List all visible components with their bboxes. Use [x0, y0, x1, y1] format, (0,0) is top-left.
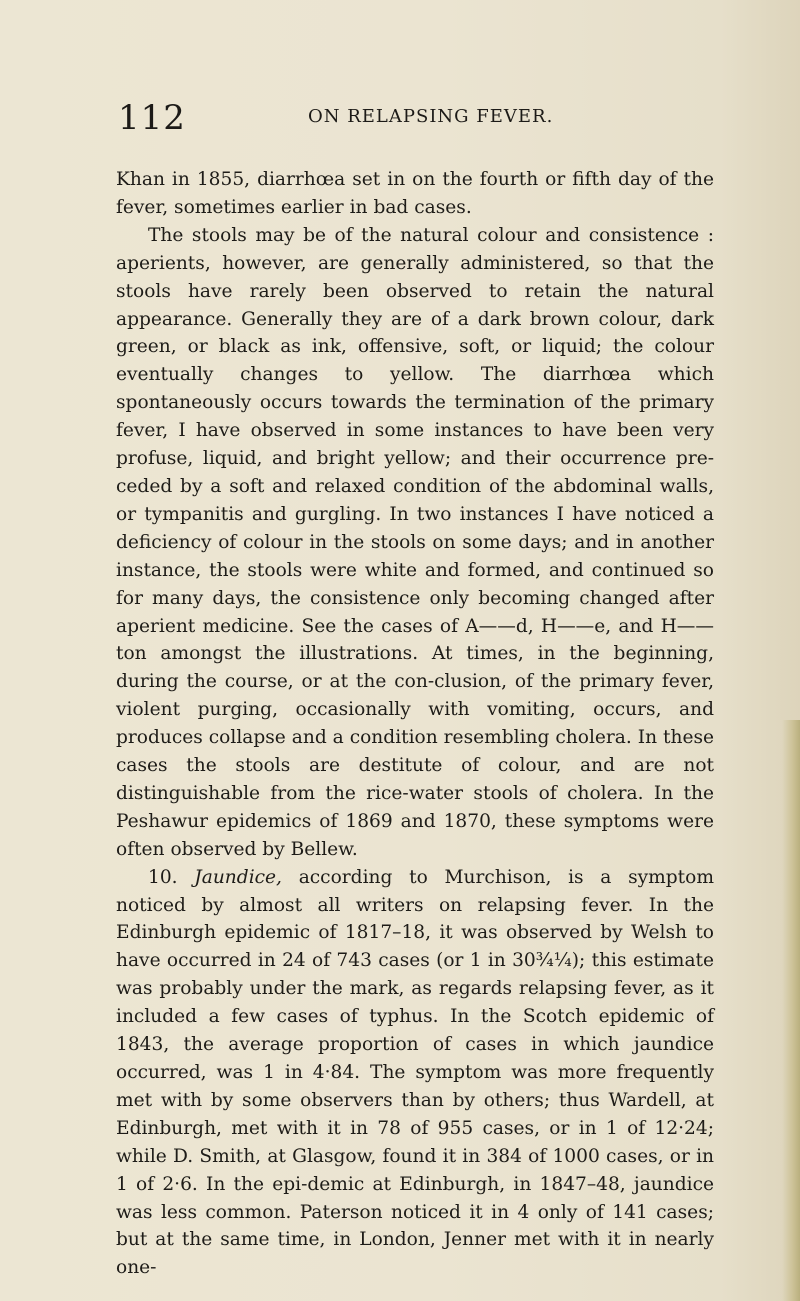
paragraph-jaundice — [116, 864, 714, 1283]
section-number: 10. — [148, 866, 178, 888]
section-italic-lead: Jaundice, — [194, 866, 282, 888]
paragraph-stools: The stools may be of the natural colour and consistence : aperients, however, are generally administered, so that the stools have rarely been observed to retain the natural appearance. Generally they are of a dark brown colour, dark green, or black as ink, offensive, soft, or liquid; the colour eventually changes to yellow. The diarrhœa which spontaneously occurs towards the termination of the primary fever, I have observed in some instances to have been very profuse, liquid, and bright yellow; and their occurrence pre-ceded by a soft and relaxed condition of the abdominal walls, or tympanitis and gurgling. In two instances I have noticed a deficiency of colour in the stools on some days; and in another instance, the stools were white and formed, and continued so for many days, the consistence only becoming changed after aperient medicine. See the cases of A——d, H——e, and H——ton amongst the illustrations. At times, in the beginning, during the course, or at the con-clusion, of the primary fever, violent purging, occasionally with vomiting, occurs, and produces collapse and a condition resembling cholera. In these cases the stools are destitute of colour, and are not distinguishable from the rice-water stools of cholera. In the Peshawur epidemics of 1869 and 1870, these symptoms were often observed by Bellew. — [116, 224, 714, 860]
section-text: according to Murchison, is a symptom noticed by almost all writers on relapsing fever. In the Edinburgh epidemic of 1817–18, it was observed by Welsh to have occurred in 24 of 743 cases (or 1 in 30¾¼); this estimate was probably under the mark, as regards relapsing fever, as it included a few cases of typhus. In the Scotch epidemic of 1843, the average proportion of cases in which jaundice occurred, was 1 in 4·84. The symptom was more frequently met with by some observers than by others; thus Wardell, at Edinburgh, met with it in 78 of 955 cases, or in 1 of 12·24; while D. Smith, at Glasgow, found it in 384 of 1000 cases, or in 1 of 2·6. In the epi-demic at Edinburgh, in 1847–48, jaundice was less common. Paterson noticed it in 4 only of 141 cases; but at the same time, in London, Jenner met with it in nearly one- — [116, 866, 714, 1279]
paragraph-continuation: Khan in 1855, diarrhœa set in on the fourth or fifth day of the fever, sometimes earlier in bad cases. — [116, 169, 714, 218]
body-text — [116, 166, 714, 1282]
page-number: 112 — [118, 98, 186, 138]
running-head: ON RELAPSING FEVER. — [308, 106, 554, 127]
page-header — [118, 98, 678, 138]
page-edge-shadow — [782, 720, 800, 1301]
